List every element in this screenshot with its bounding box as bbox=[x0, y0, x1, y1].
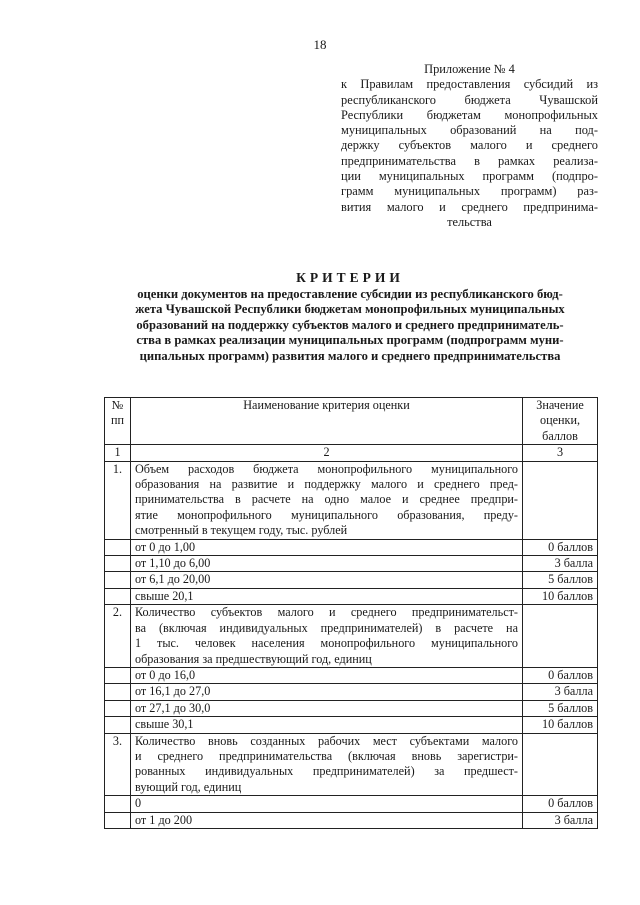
option-score: 3 балла bbox=[523, 556, 598, 572]
criterion-line: и среднего предпринимательства (включая вновь зарегистри- bbox=[135, 748, 518, 763]
column-index: 1 bbox=[105, 445, 131, 461]
criterion-row bbox=[105, 605, 598, 668]
appendix-line: вития малого и среднего предпринима- bbox=[341, 199, 598, 214]
column-index-row bbox=[105, 445, 598, 461]
criterion-line: принимательства в расчете на одно малое и среднее предпри- bbox=[135, 492, 518, 507]
option-range: 0 bbox=[131, 796, 523, 812]
header-number bbox=[105, 398, 131, 445]
criterion-row bbox=[105, 733, 598, 796]
criterion-line: смотренный в текущем году, тыс. рублей bbox=[135, 523, 348, 538]
option-score: 10 баллов bbox=[523, 588, 598, 604]
criterion-line: вующий год, единиц bbox=[135, 779, 242, 794]
option-range: от 27,1 до 30,0 bbox=[131, 700, 523, 716]
criterion-line: ятие монопрофильного муниципального образования, преду- bbox=[135, 507, 518, 522]
criterion-line: 1 тыс. человек населения монопрофильного муниципального bbox=[135, 636, 518, 651]
appendix-line: республиканского бюджета Чувашской bbox=[341, 92, 598, 107]
criteria-subtitle-line: жета Чувашской Республики бюджетам монопрофильных муниципальных bbox=[135, 302, 565, 317]
appendix-title: Приложение № 4 bbox=[424, 62, 515, 76]
header-criterion-name: Наименование критерия оценки bbox=[131, 398, 523, 445]
criteria-heading bbox=[100, 270, 600, 365]
header-value-line: оценки, bbox=[539, 413, 581, 428]
criterion-description bbox=[131, 733, 523, 796]
criterion-score-empty bbox=[523, 605, 598, 668]
option-row bbox=[105, 684, 598, 700]
criterion-number: 3. bbox=[105, 733, 131, 796]
header-number-line: № bbox=[111, 398, 124, 412]
option-score: 3 балла bbox=[523, 812, 598, 828]
option-range: свыше 30,1 bbox=[131, 717, 523, 733]
option-number-empty bbox=[105, 539, 131, 555]
option-number-empty bbox=[105, 812, 131, 828]
criterion-number: 1. bbox=[105, 461, 131, 539]
header-value-line: баллов bbox=[542, 428, 578, 443]
page-number: 18 bbox=[313, 37, 327, 52]
option-range: от 1 до 200 bbox=[131, 812, 523, 828]
appendix-block bbox=[341, 62, 598, 230]
option-number-empty bbox=[105, 667, 131, 683]
option-score: 10 баллов bbox=[523, 717, 598, 733]
option-number-empty bbox=[105, 556, 131, 572]
header-number-line: пп bbox=[110, 413, 125, 428]
option-row bbox=[105, 700, 598, 716]
option-score: 0 баллов bbox=[523, 539, 598, 555]
appendix-line: к Правилам предоставления субсидий из bbox=[341, 77, 598, 92]
appendix-line: грамм муниципальных программ) раз- bbox=[341, 184, 598, 199]
option-number-empty bbox=[105, 684, 131, 700]
table-header-row bbox=[105, 398, 598, 445]
appendix-line: Республики бюджетам монопрофильных bbox=[341, 107, 598, 122]
option-number-empty bbox=[105, 717, 131, 733]
appendix-line: ции муниципальных программ (подпро- bbox=[341, 169, 598, 184]
criteria-subtitle-line: оценки документов на предоставление субсидии из республиканского бюд- bbox=[137, 286, 563, 301]
option-row bbox=[105, 556, 598, 572]
option-row bbox=[105, 588, 598, 604]
option-row bbox=[105, 572, 598, 588]
option-range: от 1,10 до 6,00 bbox=[131, 556, 523, 572]
criterion-line: рованных индивидуальных предпринимателей) за предшест- bbox=[135, 764, 518, 779]
criterion-description bbox=[131, 605, 523, 668]
appendix-line: предпринимательства в рамках реализа- bbox=[341, 153, 598, 168]
criterion-line: образования на развитие и поддержку малого и среднего пред- bbox=[135, 477, 518, 492]
criterion-score-empty bbox=[523, 461, 598, 539]
header-score-value bbox=[523, 398, 598, 445]
criterion-score-empty bbox=[523, 733, 598, 796]
criteria-subtitle-line: ципальных программ) развития малого и среднего предпринимательства bbox=[139, 348, 561, 363]
column-index: 3 bbox=[523, 445, 598, 461]
criteria-subtitle-line: ства в рамках реализации муниципальных программ (подпрограмм муни- bbox=[136, 333, 564, 348]
criterion-line: Объем расходов бюджета монопрофильного муниципального bbox=[135, 461, 518, 476]
option-row bbox=[105, 717, 598, 733]
criteria-title: КРИТЕРИИ bbox=[296, 270, 404, 285]
criterion-line: ва (включая индивидуальных предпринимателей) в расчете на bbox=[135, 620, 518, 635]
option-score: 3 балла bbox=[523, 684, 598, 700]
criterion-number: 2. bbox=[105, 605, 131, 668]
option-number-empty bbox=[105, 796, 131, 812]
criteria-table bbox=[104, 397, 598, 829]
criterion-row bbox=[105, 461, 598, 539]
option-range: от 6,1 до 20,00 bbox=[131, 572, 523, 588]
option-range: свыше 20,1 bbox=[131, 588, 523, 604]
appendix-line: держку субъектов малого и среднего bbox=[341, 138, 598, 153]
option-number-empty bbox=[105, 588, 131, 604]
criterion-description bbox=[131, 461, 523, 539]
option-range: от 0 до 16,0 bbox=[131, 667, 523, 683]
criterion-line: Количество вновь созданных рабочих мест субъектами малого bbox=[135, 733, 518, 748]
appendix-line: муниципальных образований на под- bbox=[341, 123, 598, 138]
option-row bbox=[105, 796, 598, 812]
option-range: от 16,1 до 27,0 bbox=[131, 684, 523, 700]
option-score: 0 баллов bbox=[523, 796, 598, 812]
appendix-line: тельства bbox=[447, 214, 492, 229]
option-number-empty bbox=[105, 700, 131, 716]
option-score: 5 баллов bbox=[523, 572, 598, 588]
option-row bbox=[105, 812, 598, 828]
column-index: 2 bbox=[131, 445, 523, 461]
criterion-line: образования за предшествующий год, единиц bbox=[135, 651, 372, 666]
option-number-empty bbox=[105, 572, 131, 588]
option-score: 5 баллов bbox=[523, 700, 598, 716]
criterion-line: Количество субъектов малого и среднего предпринимательст- bbox=[135, 605, 518, 620]
option-range: от 0 до 1,00 bbox=[131, 539, 523, 555]
option-score: 0 баллов bbox=[523, 667, 598, 683]
header-value-line: Значение bbox=[536, 398, 584, 412]
criteria-subtitle-line: образований на поддержку субъектов малого и среднего предприниматель- bbox=[136, 317, 564, 332]
option-row bbox=[105, 667, 598, 683]
option-row bbox=[105, 539, 598, 555]
